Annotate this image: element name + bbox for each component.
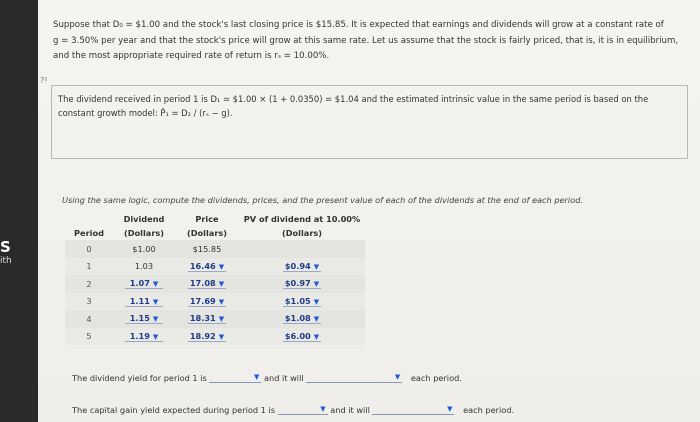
period-cell: 3 — [86, 296, 92, 307]
dividend-dropdown[interactable] — [125, 331, 163, 342]
triangle-down-icon: ▼ — [313, 297, 320, 306]
dividend-dropdown-value: 1.19 — [129, 330, 150, 341]
pv-dropdown-value: $0.97 — [284, 278, 311, 289]
triangle-down-icon: ▼ — [313, 332, 320, 341]
valuation-table — [65, 212, 365, 345]
capital-gain-sentence — [72, 403, 514, 415]
price-dropdown[interactable] — [188, 296, 226, 307]
triangle-down-icon: ▼ — [152, 280, 159, 289]
question-mark-icon[interactable]: ?² — [40, 76, 48, 85]
dividend-yield-middle: and it will — [264, 373, 304, 383]
col-header-dividend-bottom: (Dollars) — [124, 228, 164, 238]
pv-cell-empty — [239, 240, 365, 258]
pv-dropdown[interactable] — [283, 331, 321, 342]
col-header-pv-bottom: (Dollars) — [282, 228, 322, 238]
triangle-down-icon: ▼ — [218, 262, 225, 271]
background-text-fragment: ith — [0, 256, 12, 266]
explanation-line-1: The dividend received in period 1 is D₁ = $1.00 × (1 + 0.0350) = $1.04 and the estimated intrinsic value in the same period is based on the — [58, 94, 649, 104]
triangle-down-icon: ▼ — [152, 332, 159, 341]
price-dropdown[interactable] — [188, 331, 226, 342]
table-row — [65, 328, 365, 346]
col-header-pv-top: PV of dividend at 10.00% — [243, 214, 361, 224]
dividend-yield-prefix: The dividend yield for period 1 is — [72, 373, 207, 383]
price-dropdown-value: 17.69 — [189, 295, 216, 306]
triangle-down-icon: ▼ — [152, 297, 159, 306]
period-cell: 1 — [86, 261, 92, 272]
price-dropdown[interactable] — [188, 261, 226, 272]
dividend-dropdown[interactable] — [125, 296, 163, 307]
table-row — [65, 258, 365, 276]
capital-gain-prefix: The capital gain yield expected during period 1 is — [72, 405, 276, 415]
pv-dropdown[interactable] — [283, 261, 321, 272]
table-row — [65, 275, 365, 293]
explanation-line-2: constant growth model: P̂₁ = D₂ / (rₛ − g). — [58, 108, 233, 118]
dividend-dropdown-value: 1.15 — [129, 313, 150, 324]
triangle-down-icon: ▼ — [218, 280, 225, 289]
price-dropdown-value: 17.08 — [189, 278, 216, 289]
dividend-value: 1.03 — [134, 261, 154, 272]
price-dropdown-value: 18.31 — [189, 313, 216, 324]
background-window-strip — [0, 0, 38, 422]
capital-gain-suffix: each period. — [463, 405, 515, 415]
dividend-dropdown-value: 1.11 — [129, 295, 150, 306]
table-row — [65, 310, 365, 328]
problem-statement — [53, 18, 693, 65]
triangle-down-icon: ▼ — [218, 332, 225, 341]
triangle-down-icon: ▼ — [152, 315, 159, 324]
pv-dropdown-value: $1.05 — [284, 295, 311, 306]
pv-dropdown-value: $6.00 — [284, 330, 311, 341]
col-header-period: Period — [74, 228, 104, 238]
dividend-explanation-box — [51, 85, 688, 159]
table-instructions: Using the same logic, compute the dividends, prices, and the present value of each of the dividends at the end of each period. — [62, 195, 584, 205]
capital-gain-change-dropdown[interactable] — [372, 403, 454, 415]
col-header-dividend-top: Dividend — [123, 214, 165, 224]
price-dropdown-value: 16.46 — [189, 260, 216, 271]
table-row — [65, 240, 365, 258]
price-value: $15.85 — [192, 243, 222, 254]
pv-dropdown-value: $1.08 — [284, 313, 311, 324]
triangle-down-icon: ▼ — [313, 280, 320, 289]
pv-dropdown[interactable] — [283, 296, 321, 307]
period-cell: 5 — [86, 331, 92, 342]
price-dropdown[interactable] — [188, 278, 226, 289]
pv-dropdown-value: $0.94 — [284, 260, 311, 271]
problem-panel — [38, 0, 700, 422]
problem-line-3: and the most appropriate required rate of return is rₛ = 10.00%. — [53, 51, 330, 61]
triangle-down-icon: ▼ — [313, 262, 320, 271]
triangle-down-icon: ▼ — [254, 373, 260, 381]
triangle-down-icon: ▼ — [218, 315, 225, 324]
price-dropdown[interactable] — [188, 313, 226, 324]
col-header-period-blank — [65, 212, 113, 226]
problem-line-1: Suppose that D₀ = $1.00 and the stock's last closing price is $15.85. It is expected that earnings and dividends will grow at a constant rate of — [53, 20, 664, 30]
dividend-dropdown[interactable] — [125, 278, 163, 289]
triangle-down-icon: ▼ — [313, 315, 320, 324]
price-dropdown-value: 18.92 — [189, 330, 216, 341]
dividend-value: $1.00 — [132, 243, 156, 254]
dividend-yield-suffix: each period. — [410, 373, 462, 383]
problem-line-2: g = 3.50% per year and that the stock's price will grow at this same rate. Let us assume that the stock is fairly priced, that is, it is in equilibrium, — [53, 35, 679, 46]
dividend-dropdown[interactable] — [125, 313, 163, 324]
period-cell: 0 — [86, 243, 92, 254]
capital-gain-middle: and it will — [330, 405, 370, 415]
triangle-down-icon: ▼ — [320, 405, 326, 413]
capital-gain-dropdown[interactable] — [278, 403, 328, 415]
triangle-down-icon: ▼ — [218, 297, 225, 306]
col-header-price-bottom: (Dollars) — [187, 228, 227, 238]
pv-dropdown[interactable] — [283, 278, 321, 289]
triangle-down-icon: ▼ — [394, 373, 401, 381]
background-heading-letter: S — [0, 238, 11, 256]
table-row — [65, 293, 365, 311]
dividend-yield-sentence — [72, 371, 462, 383]
dividend-yield-dropdown[interactable] — [209, 371, 261, 383]
period-cell: 4 — [86, 313, 92, 324]
dividend-yield-change-dropdown[interactable] — [306, 371, 402, 383]
dividend-dropdown-value: 1.07 — [129, 278, 150, 289]
pv-dropdown[interactable] — [283, 313, 321, 324]
triangle-down-icon: ▼ — [447, 405, 453, 413]
col-header-price-top: Price — [195, 214, 219, 224]
period-cell: 2 — [86, 278, 92, 289]
